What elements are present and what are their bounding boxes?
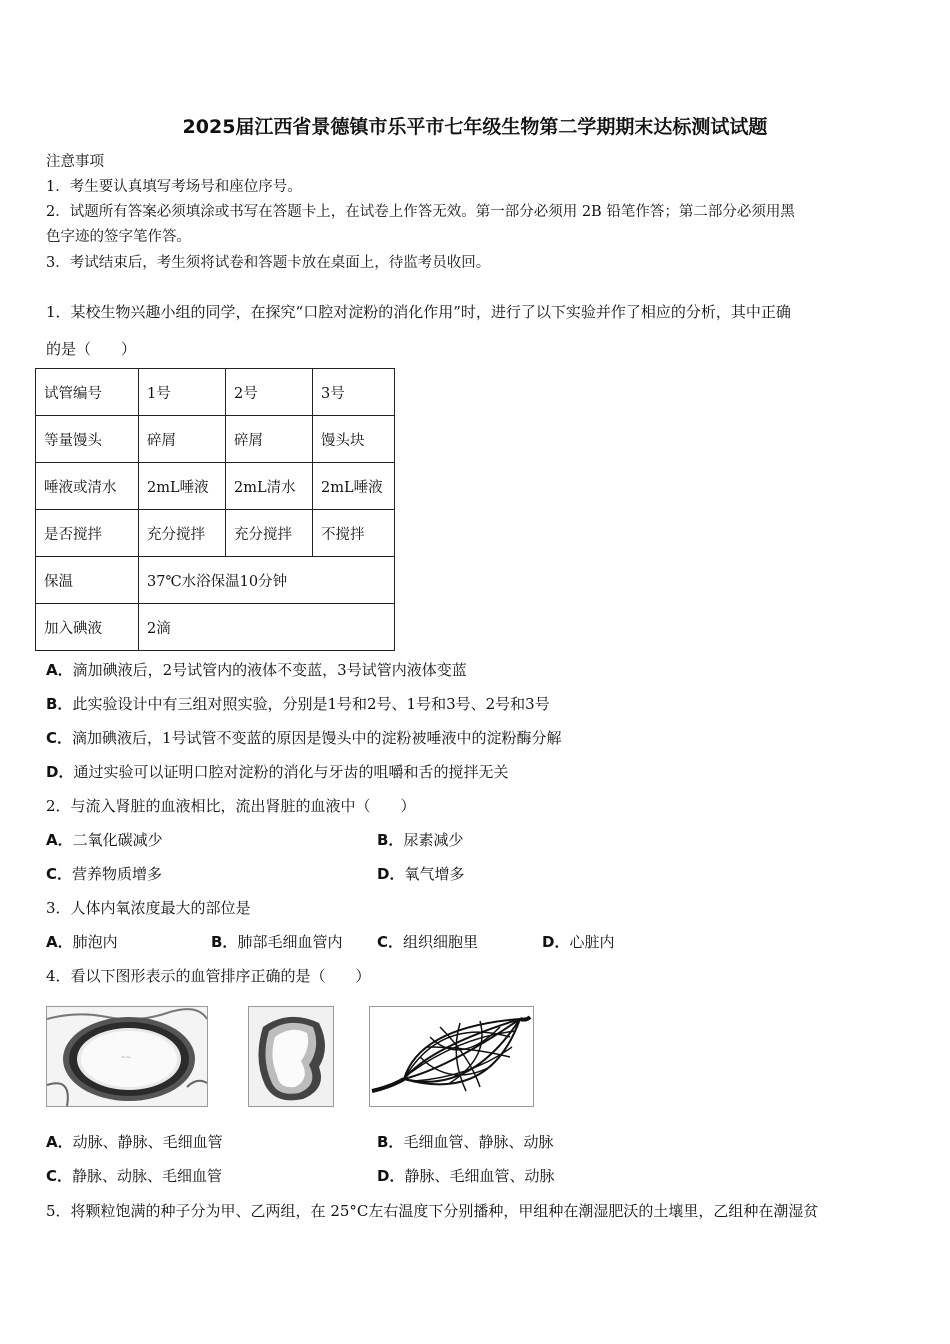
option-text: 组织细胞里	[403, 933, 479, 951]
table-cell: 是否搅拌	[36, 510, 139, 557]
option-label: D．	[46, 763, 74, 781]
q5-stem: 5．将颗粒饱满的种子分为甲、乙两组，在 25°C左右温度下分别播种，甲组种在潮湿肥沃的土壤里，乙组种在潮湿贫	[46, 1202, 819, 1220]
option-text: 毛细血管、静脉、动脉	[403, 1133, 554, 1151]
table-cell: 充分搅拌	[139, 510, 226, 557]
q2-option-d[interactable]	[377, 863, 464, 884]
q4-option-d[interactable]	[377, 1165, 554, 1186]
q4-stem: 4．看以下图形表示的血管排序正确的是（ ）	[46, 967, 371, 985]
q3-option-a[interactable]	[46, 931, 118, 952]
option-label: B．	[377, 1133, 404, 1151]
option-label: B．	[211, 933, 238, 951]
table-cell: 碎屑	[139, 416, 226, 463]
option-label: C．	[46, 865, 73, 883]
option-text: 动脉、静脉、毛细血管	[72, 1133, 223, 1151]
option-label: D．	[377, 1167, 405, 1185]
q3-stem: 3．人体内氧浓度最大的部位是	[46, 899, 251, 917]
q1-option-b[interactable]	[46, 693, 906, 714]
option-label: A．	[46, 1133, 73, 1151]
q1-stem-line-1: 1．某校生物兴趣小组的同学，在探究“口腔对淀粉的消化作用”时，进行了以下实验并作了相应的分析，其中正确	[46, 303, 791, 321]
option-label: D．	[542, 933, 570, 951]
option-text: 肺泡内	[72, 933, 118, 951]
option-text: 滴加碘液后，2号试管内的液体不变蓝，3号试管内液体变蓝	[72, 661, 467, 679]
q4-option-a[interactable]	[46, 1131, 223, 1152]
table-cell: 3号	[313, 369, 395, 416]
option-text: 二氧化碳减少	[72, 831, 163, 849]
table-cell: 37℃水浴保温10分钟	[139, 557, 395, 604]
option-label: B．	[377, 831, 404, 849]
notice-item-2-line-2: 色字迹的签字笔作答。	[46, 229, 191, 245]
table-row	[36, 604, 395, 651]
vein-cross-section-figure	[248, 1006, 334, 1107]
table-row	[36, 416, 395, 463]
q3-option-c[interactable]	[377, 931, 478, 952]
q2-option-a[interactable]	[46, 829, 163, 850]
table-cell: 加入碘液	[36, 604, 139, 651]
option-label: C．	[46, 729, 73, 747]
option-label: A．	[46, 933, 73, 951]
table-cell: 馒头块	[313, 416, 395, 463]
option-text: 尿素减少	[403, 831, 464, 849]
q1-option-c[interactable]	[46, 727, 906, 748]
table-cell: 2mL唾液	[139, 463, 226, 510]
table-cell: 不搅拌	[313, 510, 395, 557]
table-cell: 2号	[226, 369, 313, 416]
q3-option-d[interactable]	[542, 931, 614, 952]
table-cell: 唾液或清水	[36, 463, 139, 510]
option-label: A．	[46, 661, 73, 679]
table-cell: 充分搅拌	[226, 510, 313, 557]
option-label: C．	[377, 933, 404, 951]
notice-heading: 注意事项	[46, 154, 104, 170]
table-cell: 1号	[139, 369, 226, 416]
q4-option-c[interactable]	[46, 1165, 222, 1186]
table-cell: 2mL清水	[226, 463, 313, 510]
q2-option-c[interactable]	[46, 863, 162, 884]
table-cell: 保温	[36, 557, 139, 604]
table-cell: 2mL唾液	[313, 463, 395, 510]
notice-item-3: 3．考试结束后，考生须将试卷和答题卡放在桌面上，待监考员收回。	[46, 255, 491, 271]
option-text: 滴加碘液后，1号试管不变蓝的原因是馒头中的淀粉被唾液中的淀粉酶分解	[72, 729, 562, 747]
q1-option-d[interactable]	[46, 761, 906, 782]
svg-text:~~: ~~	[121, 1054, 132, 1061]
table-row	[36, 510, 395, 557]
option-text: 营养物质增多	[72, 865, 163, 883]
option-text: 氧气增多	[404, 865, 465, 883]
q3-option-b[interactable]	[211, 931, 342, 952]
q4-option-b[interactable]	[377, 1131, 553, 1152]
page-title: 2025届江西省景德镇市乐平市七年级生物第二学期期末达标测试试题	[182, 116, 768, 138]
option-text: 肺部毛细血管内	[237, 933, 343, 951]
q2-option-b[interactable]	[377, 829, 463, 850]
table-cell: 试管编号	[36, 369, 139, 416]
q2-stem: 2．与流入肾脏的血液相比，流出肾脏的血液中（ ）	[46, 797, 416, 815]
option-text: 通过实验可以证明口腔对淀粉的消化与牙齿的咀嚼和舌的搅拌无关	[73, 763, 509, 781]
q1-stem-line-2: 的是（ ）	[46, 340, 137, 358]
option-text: 静脉、毛细血管、动脉	[404, 1167, 555, 1185]
q1-option-a[interactable]	[46, 659, 906, 680]
option-label: A．	[46, 831, 73, 849]
option-text: 此实验设计中有三组对照实验，分别是1号和2号、1号和3号、2号和3号	[72, 695, 550, 713]
table-cell: 碎屑	[226, 416, 313, 463]
option-text: 心脏内	[569, 933, 615, 951]
option-label: B．	[46, 695, 73, 713]
option-label: D．	[377, 865, 405, 883]
option-text: 静脉、动脉、毛细血管	[72, 1167, 223, 1185]
experiment-table	[35, 368, 395, 651]
artery-cross-section-figure	[46, 1006, 208, 1107]
table-row	[36, 369, 395, 416]
notice-item-1: 1．考生要认真填写考场号和座位序号。	[46, 179, 302, 195]
table-cell: 2滴	[139, 604, 395, 651]
capillary-network-figure	[369, 1006, 534, 1107]
table-row	[36, 463, 395, 510]
table-cell: 等量馒头	[36, 416, 139, 463]
table-row	[36, 557, 395, 604]
option-label: C．	[46, 1167, 73, 1185]
notice-item-2-line-1: 2．试题所有答案必须填涂或书写在答题卡上，在试卷上作答无效。第一部分必须用 2B 铅笔作答；第二部分必须用黑	[46, 204, 795, 220]
